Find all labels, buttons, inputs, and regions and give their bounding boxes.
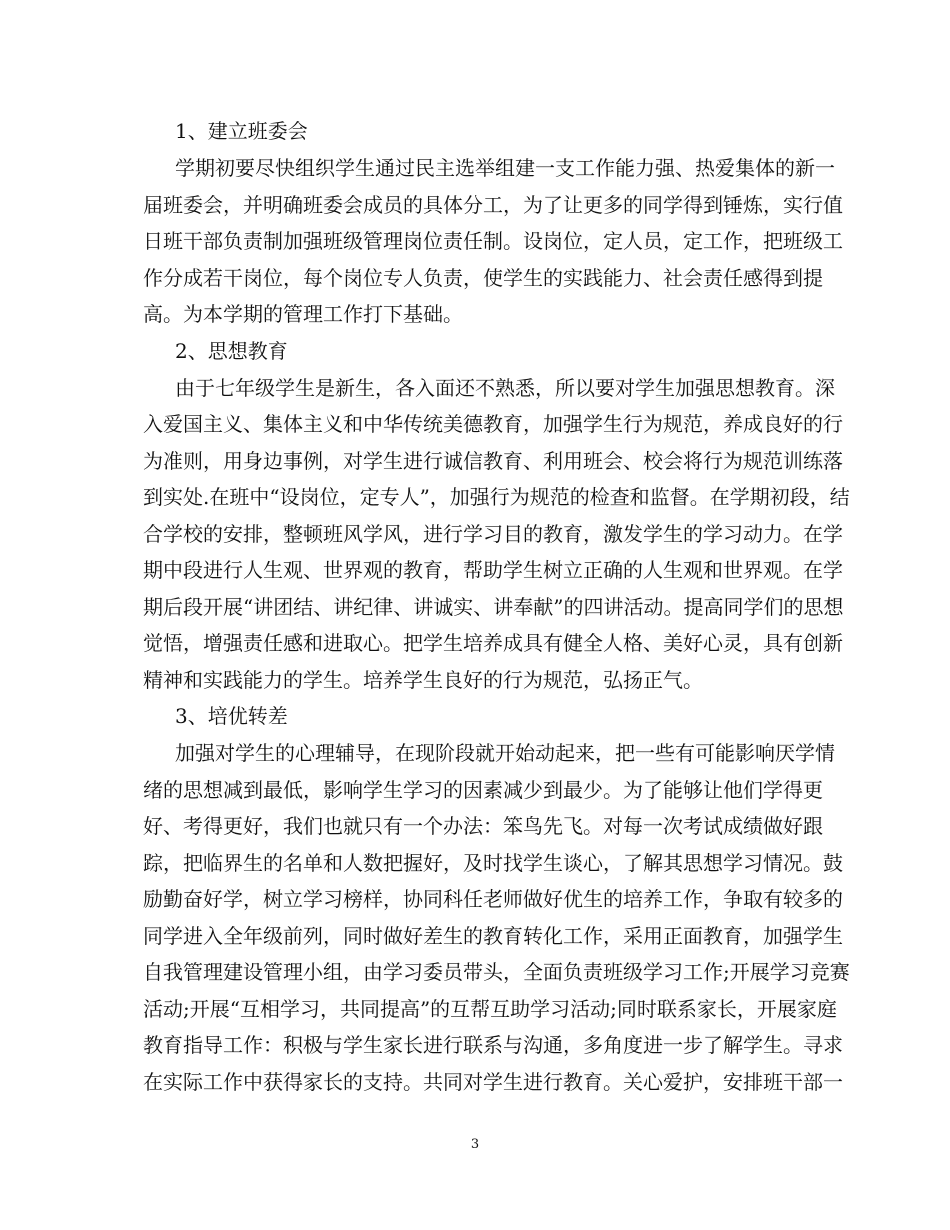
- paragraph-line: 觉悟，增强责任感和进取心。把学生培养成具有健全人格、美好心灵，具有创新: [143, 631, 843, 655]
- paragraph-line: 高。为本学期的管理工作打下基础。: [143, 302, 463, 326]
- paragraph-line: 期后段开展“讲团结、讲纪律、讲诚实、讲奉献”的四讲活动。提高同学们的思想: [143, 594, 844, 619]
- paragraph-line: 精神和实践能力的学生。培养学生良好的行为规范，弘扬正气。: [143, 667, 703, 692]
- paragraph-line: 作分成若干岗位，每个岗位专人负责，使学生的实践能力、社会责任感得到提: [143, 265, 823, 290]
- paragraph-line: 自我管理建设管理小组，由学习委员带头，全面负责班级学习工作;开展学习竞赛: [143, 960, 850, 984]
- paragraph-line: 加强对学生的心理辅导，在现阶段就开始动起来，把一些有可能影响厌学情: [175, 741, 835, 765]
- paragraph-line: 踪，把临界生的名单和人数把握好，及时找学生谈心，了解其思想学习情况。鼓: [143, 850, 843, 875]
- paragraph-line: 为准则，用身边事例，对学生进行诚信教育、利用班会、校会将行为规范训练落: [143, 448, 843, 473]
- paragraph-line: 学期初要尽快组织学生通过民主选举组建一支工作能力强、热爱集体的新一: [175, 156, 835, 180]
- paragraph-line: 由于七年级学生是新生，各入面还不熟悉，所以要对学生加强思想教育。深: [175, 375, 835, 400]
- paragraph-line: 日班干部负责制加强班级管理岗位责任制。设岗位，定人员，定工作，把班级工: [143, 229, 843, 253]
- paragraph-line: 教育指导工作：积极与学生家长进行联系与沟通，多角度进一步了解学生。寻求: [143, 1033, 843, 1057]
- document-body: [143, 113, 850, 1100]
- paragraph-line: 入爱国主义、集体主义和中华传统美德教育，加强学生行为规范，养成良好的行: [143, 412, 843, 436]
- section-heading-2: 2、思想教育: [175, 338, 288, 363]
- paragraph-line: 届班委会，并明确班委会成员的具体分工，为了让更多的同学得到锤炼，实行值: [143, 192, 843, 217]
- section-heading-1: 1、建立班委会: [175, 119, 308, 143]
- paragraph-line: 绪的思想减到最低，影响学生学习的因素减少到最少。为了能够让他们学得更: [143, 777, 823, 802]
- section-heading-3: 3、培优转差: [175, 704, 288, 728]
- paragraph-line: 同学进入全年级前列，同时做好差生的教育转化工作，采用正面教育，加强学生: [143, 923, 843, 948]
- paragraph-line: 活动;开展“互相学习，共同提高”的互帮互助学习活动;同时联系家长，开展家庭: [143, 996, 837, 1021]
- paragraph-line: 在实际工作中获得家长的支持。共同对学生进行教育。关心爱护，安排班干部一: [143, 1069, 843, 1094]
- paragraph-line: 励勤奋好学，树立学习榜样，协同科任老师做好优生的培养工作，争取有较多的: [143, 887, 843, 911]
- paragraph-line: 合学校的安排，整顿班风学风，进行学习目的教育，激发学生的学习动力。在学: [143, 521, 843, 546]
- paragraph-line: 期中段进行人生观、世界观的教育，帮助学生树立正确的人生观和世界观。在学: [143, 558, 843, 582]
- paragraph-line: 好、考得更好，我们也就只有一个办法：笨鸟先飞。对每一次考试成绩做好跟: [143, 814, 823, 838]
- page-number: 3: [470, 1137, 480, 1152]
- paragraph-line: 到实处.在班中“设岗位，定专人”，加强行为规范的检查和监督。在学期初段，结: [143, 485, 850, 509]
